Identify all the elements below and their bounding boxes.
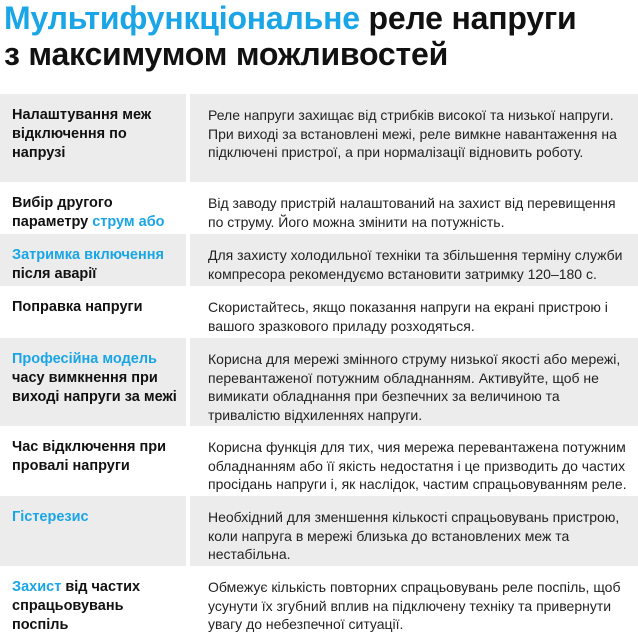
table-row <box>0 182 638 234</box>
title-rest: реле напруги <box>359 0 577 36</box>
feature-label <box>0 566 186 636</box>
feature-description: Для захисту холодильної техніки та збільшення терміну служби компресора рекомендуємо встановити затримку 120–180 с. <box>190 234 638 286</box>
feature-description: Скористайтесь, якщо показання напруги на екрані пристрою і вашого зразкового приладу розходяться. <box>208 299 608 334</box>
feature-label <box>0 496 186 566</box>
feature-description: Необхідний для зменшення кількості спрацьовувань пристрою, коли напруга в мережі близька до встановлених меж та нестабільна. <box>190 496 638 566</box>
feature-label-part: Захист <box>12 579 62 595</box>
feature-label-part: Гістерезис <box>12 509 89 525</box>
feature-description: Обмежує кількість повторних спрацьовувань реле поспіль, щоб усунути їх згубний вплив на підключену техніку та привернути увагу до небезпечної ситуації. <box>208 579 621 632</box>
feature-label-part: після аварії <box>12 266 97 282</box>
feature-label <box>0 426 186 496</box>
feature-label-part: Затримка включення <box>12 247 164 263</box>
feature-label-part: Налаштування меж відключення по напрузі <box>12 107 152 161</box>
table-row <box>0 566 638 636</box>
table-row <box>0 426 638 496</box>
feature-label <box>0 286 186 338</box>
title-line-1 <box>4 0 576 36</box>
feature-label-part: від частих спрацьовувань поспіль <box>12 579 141 633</box>
features-table <box>0 94 638 636</box>
feature-description: Корисна функція для тих, чия мережа перевантажена потужним обладнанням або її якість недостатня і це призводить до частих просідань напруги і, як наслідок, частим спрацьовуванням реле. <box>208 439 627 492</box>
feature-label <box>0 234 186 286</box>
title-line-2: з максимумом можливостей <box>4 36 449 72</box>
table-row <box>0 496 638 566</box>
page-title <box>4 0 576 72</box>
feature-label-part: Професійна модель <box>12 351 157 367</box>
table-row <box>0 94 638 182</box>
feature-label-part: Вибір другого параметру <box>12 195 113 230</box>
title-accent: Мультифункціональне <box>4 0 360 36</box>
feature-description: Від заводу пристрій налаштований на захист від перевищення по струму. Його можна змінити на потужність. <box>208 195 616 230</box>
feature-description: Корисна для мережі змінного струму низької якості або мережі, перевантаженої потужним обладнанням. Активуйте, щоб не вимикати обладнання при безпечних за величиною та тривалістю відхиленнях напруги. <box>190 338 638 426</box>
feature-label-part: Час відключення при провалі напруги <box>12 439 166 474</box>
feature-description: Реле напруги захищає від стрибків високої та низької напруги. При виході за встановлені межі, реле вимкне навантаження на підключені пристрої, а при нормалізації відновить роботу. <box>190 94 638 182</box>
feature-label-part: струм або <box>92 214 165 230</box>
feature-label <box>0 338 186 426</box>
feature-label <box>0 94 186 182</box>
feature-label <box>0 182 186 234</box>
table-row <box>0 234 638 286</box>
table-row <box>0 286 638 338</box>
table-row <box>0 338 638 426</box>
feature-label-part: часу вимкнення при виході напруги за межі <box>12 370 177 405</box>
feature-label-part: Поправка напруги <box>12 299 143 315</box>
